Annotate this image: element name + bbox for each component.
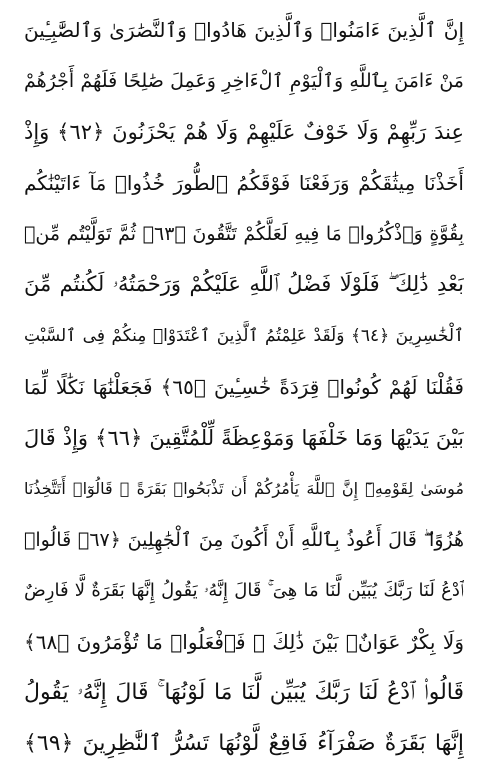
verse-line bbox=[24, 310, 464, 361]
verse-line-text: بِقُوَّةٍ وَٱذْكُرُوا۟ مَا فِيهِ لَعَلَّكُمْ تَتَّقُونَ ﴿٦٣﴾ ثُمَّ تَوَلَّيْتُم مِّنۢ bbox=[24, 222, 464, 245]
verse-line-text: بَيْنَ يَدَيْهَا وَمَا خَلْفَهَا وَمَوْعِظَةً لِّلْمُتَّقِينَ ﴿٦٦﴾ وَإِذْ قَالَ bbox=[24, 425, 464, 450]
verse-lines bbox=[24, 4, 464, 770]
verse-line-text: فَقُلْنَا لَهُمْ كُونُوا۟ قِرَدَةً خَٰسِـِٔينَ ﴿٦٥﴾ فَجَعَلْنَٰهَا نَكَٰلًا لِّمَا bbox=[24, 374, 464, 399]
verse-line-text: إِنَّ ٱلَّذِينَ ءَامَنُوا۟ وَٱلَّذِينَ هَادُوا۟ وَٱلنَّصَٰرَىٰ وَٱلصَّٰبِـِٔينَ bbox=[24, 17, 464, 42]
verse-line-text: ٱدْعُ لَنَا رَبَّكَ يُبَيِّن لَّنَا مَا هِىَ ۚ قَالَ إِنَّهُۥ يَقُولُ إِنَّهَا بَقَرَةٌ لَّا فَارِضٌ bbox=[24, 580, 464, 601]
verse-line-text: هُزُوًا ۖ قَالَ أَعُوذُ بِٱللَّهِ أَنْ أَكُونَ مِنَ ٱلْجَٰهِلِينَ ﴿٦٧﴾ قَالُوا۟ bbox=[24, 528, 464, 551]
verse-line bbox=[24, 412, 464, 463]
verse-line bbox=[24, 463, 464, 514]
verse-line bbox=[24, 55, 464, 106]
verse-line bbox=[24, 514, 464, 565]
verse-line bbox=[24, 565, 464, 616]
verse-line bbox=[24, 106, 464, 157]
verse-line-text: مُوسَىٰ لِقَوْمِهِۦٓ إِنَّ ٱللَّهَ يَأْمُرُكُمْ أَن تَذْبَحُوا۟ بَقَرَةً ۖ قَالُوٓا۟ أَتَتَّخِذُنَا bbox=[24, 479, 464, 498]
verse-line bbox=[24, 208, 464, 259]
verse-line bbox=[24, 718, 464, 769]
verse-line-text: وَلَا بِكْرٌ عَوَانٌۢ بَيْنَ ذَٰلِكَ ۖ فَٱفْعَلُوا۟ مَا تُؤْمَرُونَ ﴿٦٨﴾ bbox=[24, 629, 464, 654]
verse-line-text: ٱلْخَٰسِرِينَ ﴿٦٤﴾ وَلَقَدْ عَلِمْتُمُ ٱلَّذِينَ ٱعْتَدَوْا۟ مِنكُمْ فِى ٱلسَّبْتِ bbox=[24, 326, 464, 346]
verse-line bbox=[24, 361, 464, 412]
verse-line bbox=[24, 667, 464, 718]
verse-line bbox=[24, 4, 464, 55]
verse-line bbox=[24, 616, 464, 667]
verse-line-text: بَعْدِ ذَٰلِكَ ۖ فَلَوْلَا فَضْلُ ٱللَّهِ عَلَيْكُمْ وَرَحْمَتُهُۥ لَكُنتُم مِّنَ bbox=[24, 272, 464, 296]
verse-line-text: عِندَ رَبِّهِمْ وَلَا خَوْفٌ عَلَيْهِمْ وَلَا هُمْ يَحْزَنُونَ ﴿٦٢﴾ وَإِذْ bbox=[24, 119, 464, 144]
verse-line bbox=[24, 157, 464, 208]
verse-line-text: قَالُوا۟ ٱدْعُ لَنَا رَبَّكَ يُبَيِّن لَّنَا مَا لَوْنُهَا ۚ قَالَ إِنَّهُۥ يَقُولُ bbox=[24, 680, 464, 705]
verse-line bbox=[24, 259, 464, 310]
verse-line-text: مَنْ ءَامَنَ بِٱللَّهِ وَٱلْيَوْمِ ٱلْءَاخِرِ وَعَمِلَ صَٰلِحًا فَلَهُمْ أَجْرُهُمْ bbox=[24, 69, 464, 92]
verse-line-text: أَخَذْنَا مِيثَٰقَكُمْ وَرَفَعْنَا فَوْقَكُمُ ٱلطُّورَ خُذُوا۟ مَآ ءَاتَيْنَٰكُم bbox=[24, 170, 464, 195]
verse-line-text: إِنَّهَا بَقَرَةٌ صَفْرَآءُ فَاقِعٌ لَّوْنُهَا تَسُرُّ ٱلنَّٰظِرِينَ ﴿٦٩﴾ bbox=[24, 731, 464, 756]
